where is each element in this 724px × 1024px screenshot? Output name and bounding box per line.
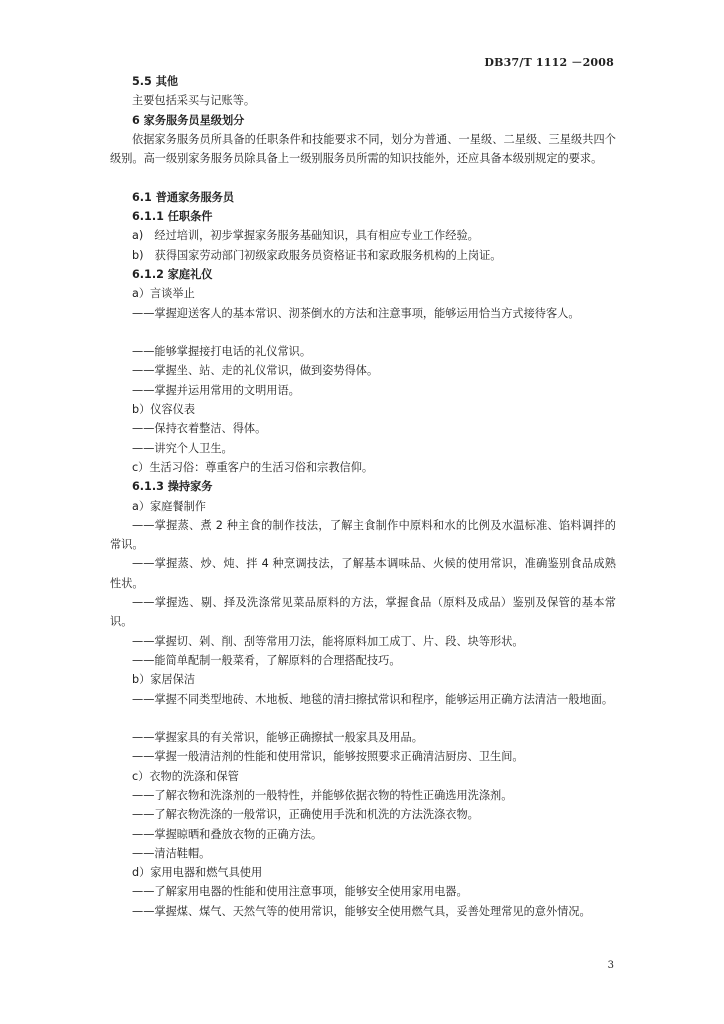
standard-code-header: DB37/T 1112 －2008: [484, 56, 614, 69]
section-heading: 5.5 其他: [132, 75, 179, 88]
paragraph-line: ——掌握不同类型地砖、木地板、地毯的清扫擦拭常识和程序，能够运用正确方法清洁一般地面。: [132, 692, 614, 706]
section-heading: 6 家务服务员星级划分: [132, 113, 245, 127]
paragraph-line: ——掌握选、剔、择及洗涤常见菜品原料的方法，掌握食品（原料及成品）鉴别及保管的基本常识。: [110, 596, 616, 629]
paragraph-line: ——掌握切、剁、削、刮等常用刀法，能将原料加工成丁、片、段、块等形状。: [132, 634, 524, 648]
paragraph-line: ——掌握晾晒和叠放衣物的正确方法。: [132, 827, 323, 841]
paragraph-line: a) 经过培训，初步掌握家务服务基础知识，具有相应专业工作经验。: [132, 229, 479, 243]
paragraph-line: ——了解衣物洗涤的一般常识，正确使用手洗和机洗的方法洗涤衣物。: [132, 808, 479, 822]
section-heading: 6.1.1 任职条件: [132, 210, 213, 224]
paragraph-line: 依据家务服务员所具备的任职条件和技能要求不同，划分为普通、一星级、二星级、三星级共四个级别。高一级别家务服务员除具备上一级别服务员所需的知识技能外，还应具备本级别规定的要求。: [110, 132, 616, 166]
paragraph-line: ——能够掌握接打电话的礼仪常识。: [132, 345, 312, 359]
paragraph-line: 主要包括采买与记账等。: [132, 94, 256, 108]
paragraph-line: ——掌握蒸、炒、炖、拌 4 种烹调技法，了解基本调味品、火候的使用常识，准确鉴别食品成熟性状。: [110, 557, 616, 590]
section-heading: 6.1.3 操持家务: [132, 480, 213, 494]
paragraph-line: ——讲究个人卫生。: [132, 441, 233, 455]
document-body: [110, 72, 616, 940]
paragraph-line: a）言谈举止: [132, 287, 195, 301]
paragraph-line: ——能简单配制一般菜肴，了解原料的合理搭配技巧。: [132, 653, 401, 667]
paragraph-line: b) 获得国家劳动部门初级家政服务员资格证书和家政服务机构的上岗证。: [132, 248, 502, 262]
paragraph-line: ——清洁鞋帽。: [132, 846, 211, 860]
paragraph-line: ——掌握蒸、煮 2 种主食的制作技法，了解主食制作中原料和水的比例及水温标准、馅料调拌的常识。: [110, 518, 616, 552]
paragraph-line: ——掌握坐、站、走的礼仪常识，做到姿势得体。: [132, 364, 379, 378]
paragraph-line: d）家用电器和燃气具使用: [132, 866, 263, 880]
paragraph-line: a）家庭餐制作: [132, 499, 206, 513]
section-heading: 6.1 普通家务服务员: [132, 190, 235, 204]
paragraph-line: c）生活习俗：尊重客户的生活习俗和宗教信仰。: [132, 460, 374, 474]
paragraph-line: b）仪容仪表: [132, 403, 196, 417]
paragraph-line: ——了解家用电器的性能和使用注意事项，能够安全使用家用电器。: [132, 885, 468, 899]
paragraph-line: ——掌握并运用常用的文明用语。: [132, 383, 300, 397]
paragraph-line: ——保持衣着整洁、得体。: [132, 422, 267, 436]
paragraph-line: ——掌握迎送客人的基本常识、沏茶倒水的方法和注意事项，能够运用恰当方式接待客人。: [132, 306, 580, 320]
page-number: 3: [607, 960, 614, 971]
paragraph-line: c）衣物的洗涤和保管: [132, 769, 239, 783]
paragraph-line: ——掌握煤、煤气、天然气等的使用常识，能够安全使用燃气具，妥善处理常见的意外情况。: [132, 904, 591, 918]
paragraph-line: ——了解衣物和洗涤剂的一般特性，并能够依据衣物的特性正确选用洗涤剂。: [132, 788, 513, 802]
section-heading: 6.1.2 家庭礼仪: [132, 267, 213, 281]
paragraph-line: ——掌握家具的有关常识，能够正确擦拭一般家具及用品。: [132, 731, 423, 745]
paragraph-line: ——掌握一般清洁剂的性能和使用常识，能够按照要求正确清洁厨房、卫生间。: [132, 750, 524, 764]
paragraph-line: b）家居保洁: [132, 673, 196, 687]
